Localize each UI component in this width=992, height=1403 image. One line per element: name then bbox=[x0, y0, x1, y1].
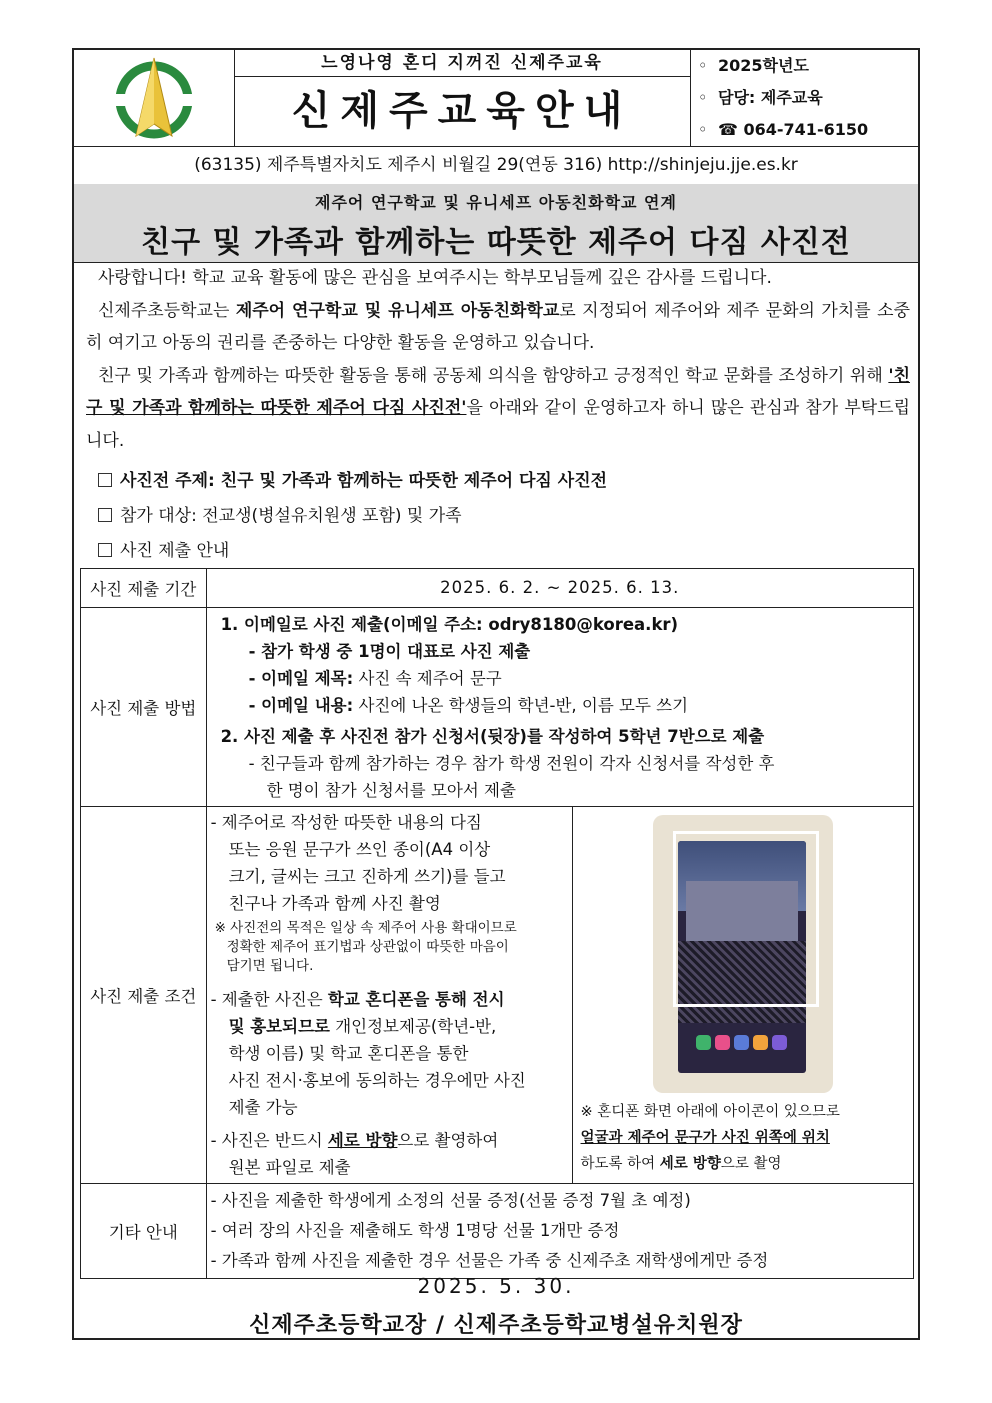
logo-cell bbox=[74, 50, 235, 146]
title-cell bbox=[234, 50, 691, 146]
info-contact: ◦ 담당: 제주교육 bbox=[698, 88, 823, 107]
method-step1-b: - 이메일 제목: 사진 속 제주어 문구 bbox=[248, 669, 502, 688]
etc-cell bbox=[206, 1184, 913, 1279]
condition-note: ※ 사진전의 목적은 일상 속 제주어 사용 확대이므로 정확한 제주어 표기법과 상관없이 따뜻한 마음이 담기면 됩니다. bbox=[214, 920, 517, 974]
caption-line-1: ※ 혼디폰 화면 아래에 아이콘이 있으므로 bbox=[580, 1104, 840, 1120]
method-step2: 2. 사진 제출 후 사진전 참가 신청서(뒷장)를 작성하여 5학년 7반으로 제출 bbox=[220, 727, 765, 746]
method-step1: 1. 이메일로 사진 제출(이메일 주소: odry8180@korea.kr) bbox=[220, 615, 679, 634]
event-banner bbox=[74, 184, 918, 263]
row-etc bbox=[81, 1184, 914, 1279]
issue-date: 2025. 5. 30. bbox=[417, 1274, 575, 1298]
checkbox-icon bbox=[98, 473, 112, 487]
slogan: 느영나영 혼디 지꺼진 신제주교육 bbox=[234, 50, 690, 77]
info-phone: ◦ ☎ 064-741-6150 bbox=[698, 120, 869, 139]
intro-paragraph-1: 사랑합니다! 학교 교육 활동에 많은 관심을 보여주시는 학부모님들께 깊은 감사를 드립니다. bbox=[98, 268, 772, 288]
address-line: (63135) 제주특별자치도 제주시 비월길 29(연동 316) http://shinjeju.jje.es.kr bbox=[74, 146, 918, 185]
intro-text bbox=[86, 262, 910, 457]
caption-line-2: 얼굴과 제주어 문구가 사진 위쪽에 위치 bbox=[580, 1130, 830, 1146]
row-condition bbox=[81, 807, 914, 1184]
banner-title: 친구 및 가족과 함께하는 따뜻한 제주어 다짐 사진전 bbox=[141, 225, 851, 260]
info-cell bbox=[690, 50, 918, 146]
etc-item: - 여러 장의 사진을 제출해도 학생 1명당 선물 1개만 증정 bbox=[210, 1221, 620, 1240]
etc-label: 기타 안내 bbox=[81, 1184, 207, 1279]
method-label: 사진 제출 방법 bbox=[81, 608, 207, 807]
phone-photo bbox=[653, 815, 833, 1093]
check-guide: 사진 제출 안내 bbox=[98, 534, 898, 569]
intro-paragraph-3: 친구 및 가족과 함께하는 따뜻한 활동을 통해 공동체 의식을 함양하고 긍정적인 학교 문화를 조성하기 위해 '친구 및 가족과 함께하는 따뜻한 제주어 다짐 사진전'을 아래와 같이 운영하고자 하니 많은 관심과 참가 부탁드립니다. bbox=[86, 365, 911, 451]
method-step2-a: - 친구들과 함께 참가하는 경우 참가 학생 전원이 각자 신청서를 작성한 후 bbox=[248, 754, 775, 773]
check-target: 참가 대상: 전교생(병설유치원생 포함) 및 가족 bbox=[98, 499, 898, 534]
caption-line-3: 하도록 하여 세로 방향으로 촬영 bbox=[580, 1156, 782, 1172]
method-step1-a: - 참가 학생 중 1명이 대표로 사진 제출 bbox=[248, 642, 531, 661]
condition-example bbox=[572, 807, 913, 1184]
check-theme: 사진전 주제: 친구 및 가족과 함께하는 따뜻한 제주어 다짐 사진전 bbox=[98, 464, 898, 499]
app-icons bbox=[684, 1035, 800, 1053]
school-logo bbox=[74, 50, 234, 146]
method-step2-a-cont: 한 명이 참가 신청서를 모아서 제출 bbox=[266, 781, 516, 800]
etc-item: - 가족과 함께 사진을 제출한 경우 선물은 가족 중 신제주초 재학생에게만 증정 bbox=[210, 1251, 769, 1270]
notice-frame bbox=[72, 48, 920, 1340]
checkbox-icon bbox=[98, 508, 112, 522]
condition-text: - 제주어로 작성한 따뜻한 내용의 다짐 또는 응원 문구가 쓰인 종이(A4 이상 크기, 글씨는 크고 진하게 쓰기)를 들고 친구나 가족과 함께 사진 촬영 ※ 사진전의 목적은 일상 속 제주어 사용 확대이므로 정확한 제주어 표기법과 상관없이 따뜻한 마음이 담기면 됩니다. - 제출한 사진은 학교 혼디폰을 통해 전시 및 홍보되므로 개인정보제공(학년-반, 학생 이름) 및 학교 혼디폰을 통한 사진 전시·홍보에 동의하는 경우에만 사진 제출 가능 - 사진은 반드시 세로 방향으로 촬영하여 원본 파일로 제출 bbox=[206, 807, 572, 1184]
condition-label: 사진 제출 조건 bbox=[81, 807, 207, 1184]
row-method bbox=[81, 608, 914, 807]
checklist bbox=[98, 464, 898, 569]
page-title: 신제주교육안내 bbox=[291, 88, 633, 134]
period-label: 사진 제출 기간 bbox=[81, 569, 207, 608]
info-year: ◦ 2025학년도 bbox=[698, 56, 809, 75]
header bbox=[74, 50, 918, 147]
banner-subtitle: 제주어 연구학교 및 유니세프 아동친화학교 연계 bbox=[315, 193, 677, 212]
row-period bbox=[81, 569, 914, 608]
intro-paragraph-2: 신제주초등학교는 제주어 연구학교 및 유니세프 아동친화학교로 지정되어 제주어와 제주 문화의 가치를 소중히 여기고 아동의 권리를 존중하는 다양한 활동을 운영하고 있습니다. bbox=[86, 300, 910, 353]
photo-frame-guide bbox=[673, 831, 819, 1007]
submission-table bbox=[80, 568, 914, 1279]
method-cell bbox=[206, 608, 913, 807]
etc-item: - 사진을 제출한 학생에게 소정의 선물 증정(선물 증정 7월 초 예정) bbox=[210, 1191, 691, 1210]
signature: 신제주초등학교장 / 신제주초등학교병설유치원장 bbox=[249, 1313, 743, 1338]
period-value: 2025. 6. 2. ~ 2025. 6. 13. bbox=[206, 569, 913, 608]
telephone-icon: ☎ 064-741-6150 bbox=[718, 120, 869, 139]
method-step1-c: - 이메일 내용: 사진에 나온 학생들의 학년-반, 이름 모두 쓰기 bbox=[248, 696, 689, 715]
checkbox-icon bbox=[98, 543, 112, 557]
